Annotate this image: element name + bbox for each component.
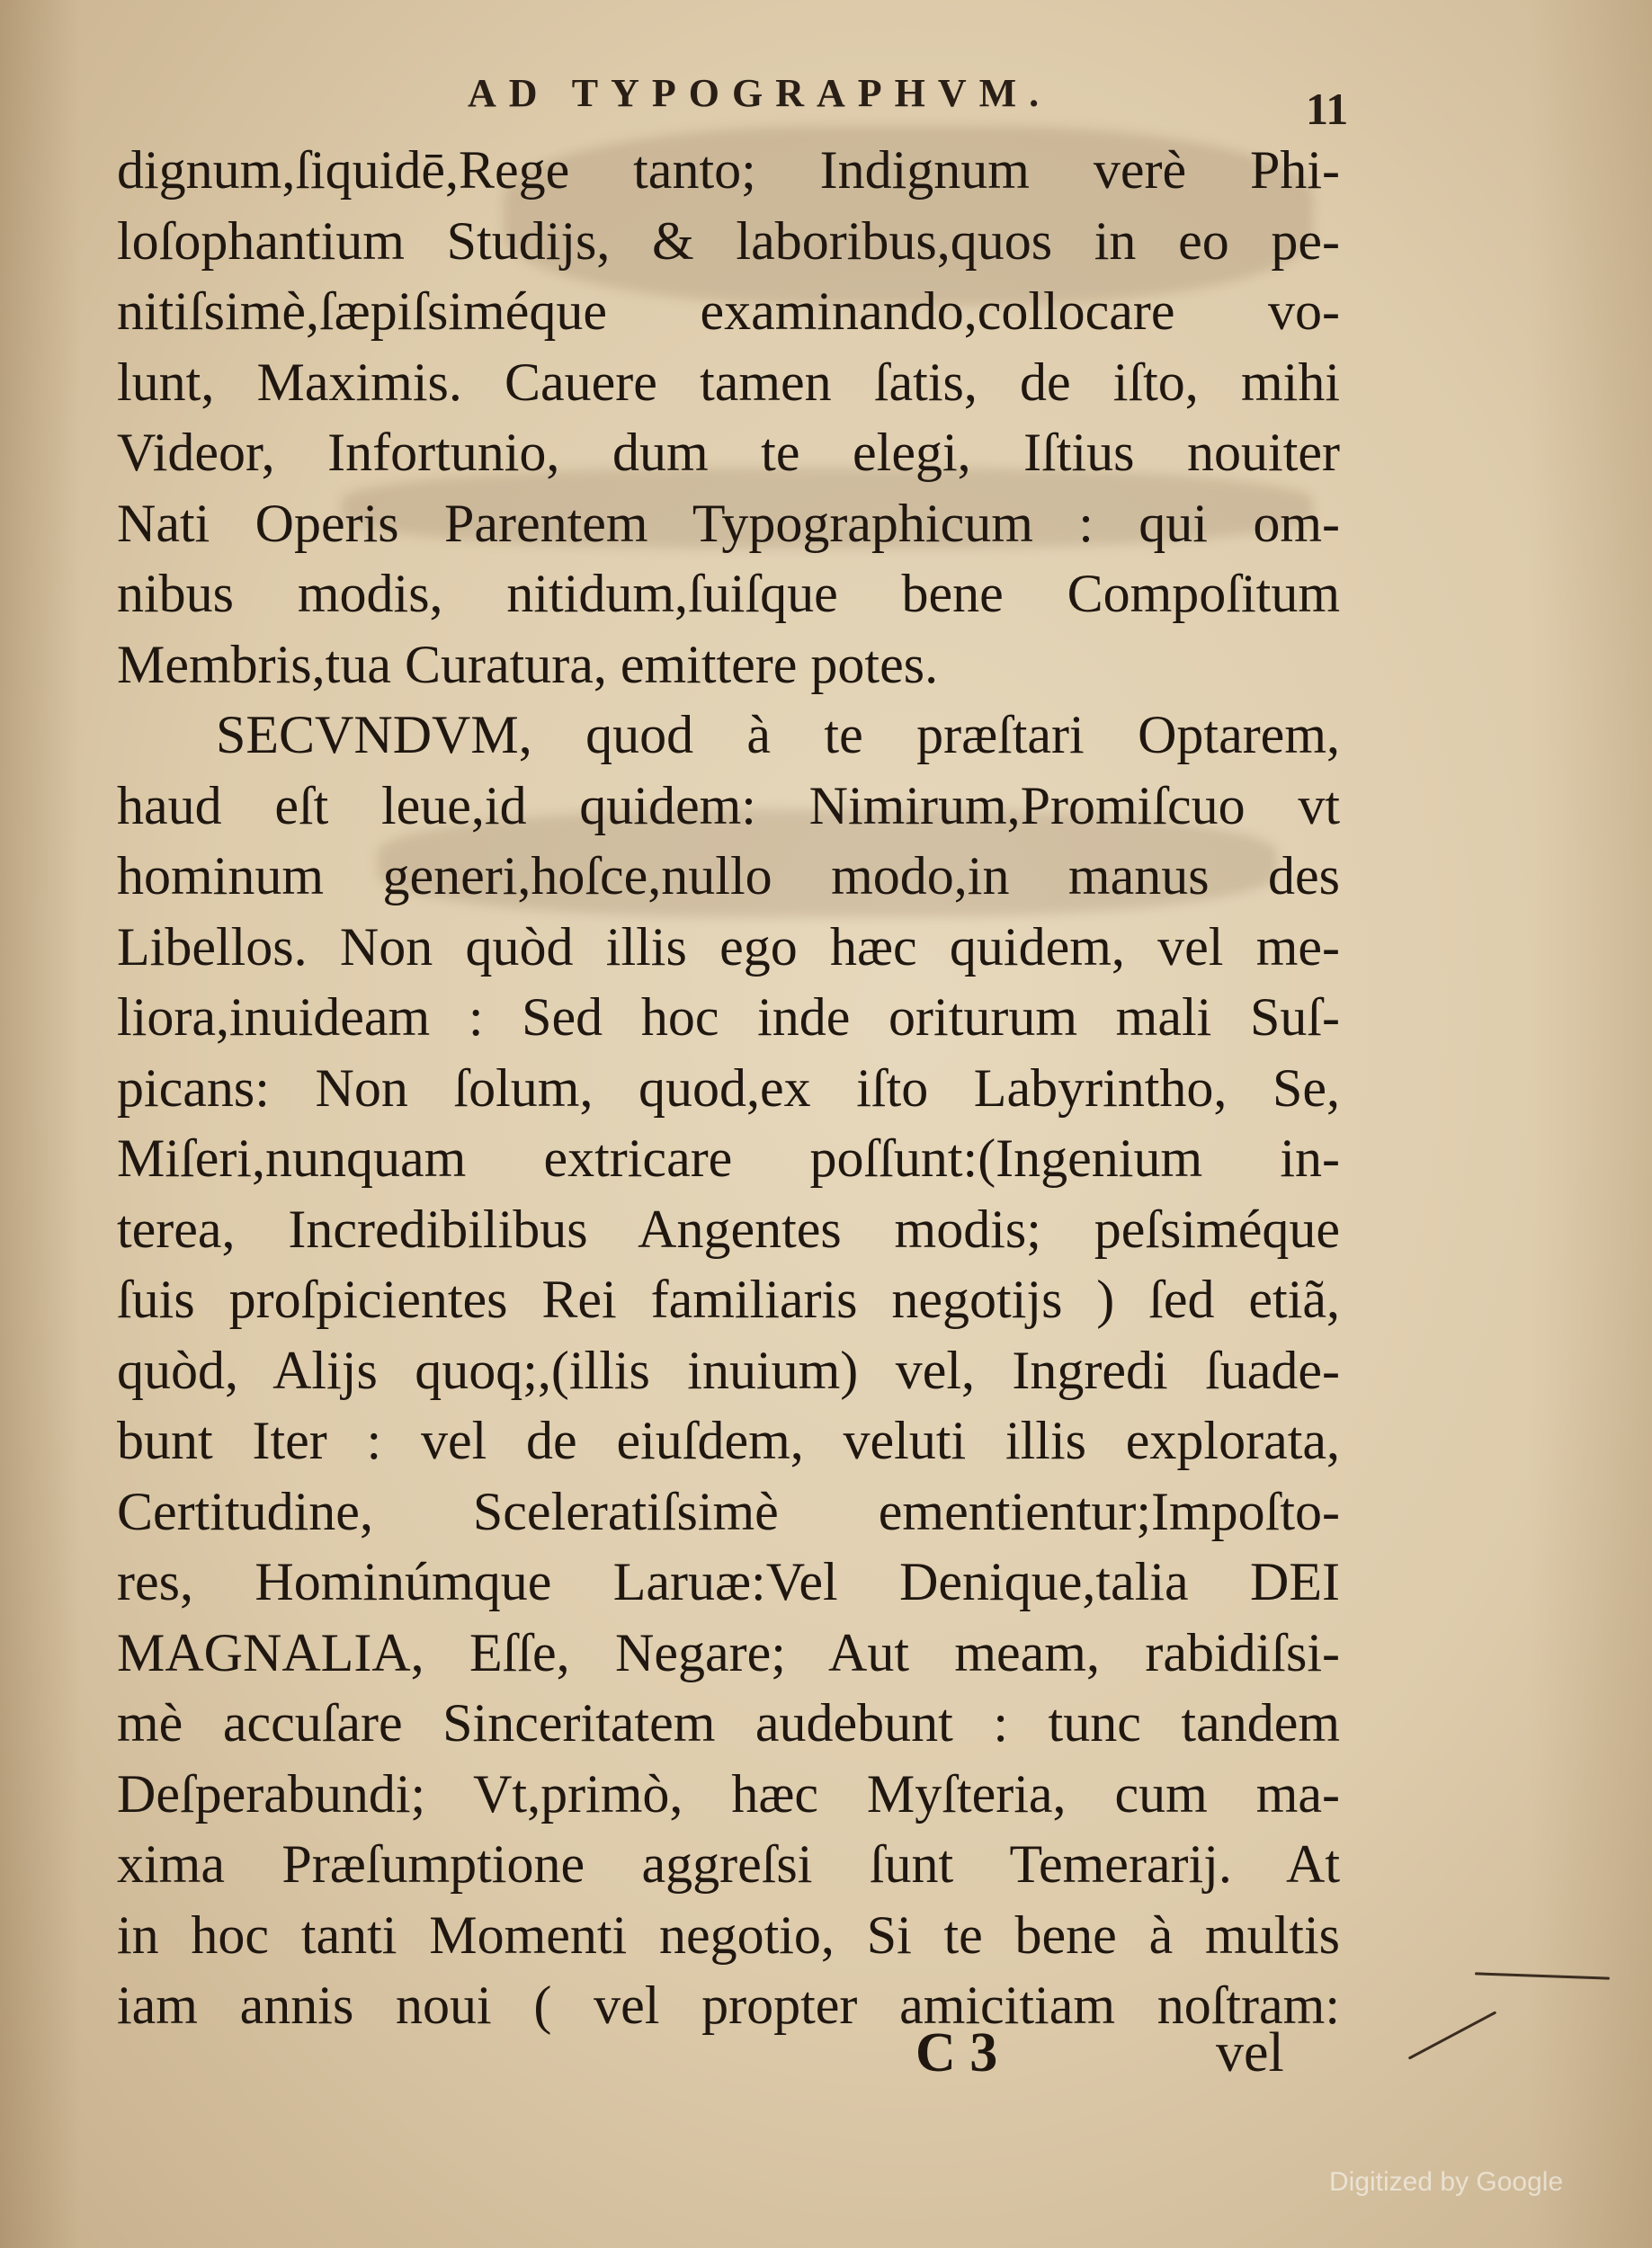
text-line: Membris,tua Curatura, emittere potes.	[117, 634, 939, 694]
text-line: liora,inuideam : Sed hoc inde oriturum mali Suſ-	[117, 987, 1340, 1047]
text-line: terea, Incredibilibus Angentes modis; peſsiméque	[117, 1199, 1340, 1259]
text-line: haud eſt leue,id quidem: Nimirum,Promiſcuo vt	[117, 775, 1340, 835]
text-line: Deſperabundi; Vt,primò, hæc Myſteria, cum ma-	[117, 1763, 1340, 1824]
paragraph-start-line: SECVNDVM, quod à te præſtari Optarem,	[216, 705, 1340, 764]
text-line: Miſeri,nunquam extricare poſſunt:(Ingenium in-	[117, 1128, 1340, 1188]
text-line: in hoc tanti Momenti negotio, Si te bene à multis	[117, 1905, 1340, 1965]
text-line: ſuis proſpicientes Rei familiaris negotijs ) ſed etiã,	[117, 1270, 1340, 1329]
running-head: AD TYPOGRAPHVM.	[468, 71, 1052, 115]
margin-pen-stroke	[1408, 2011, 1497, 2059]
text-line: res, Hominúmque Laruæ:Vel Denique,talia DEI	[117, 1552, 1340, 1611]
text-line: Certitudine, Sceleratiſsimè ementientur;Impoſto-	[117, 1481, 1340, 1541]
text-line: nitiſsimè,ſæpiſsiméque examinando,collocare vo-	[117, 281, 1340, 341]
text-line: bunt Iter : vel de eiuſdem, veluti illis explorata,	[117, 1411, 1340, 1470]
text-line: loſophantium Studijs, & laboribus,quos in eo pe-	[117, 210, 1340, 271]
text-line: picans: Non ſolum, quod,ex iſto Labyrintho, Se,	[117, 1057, 1340, 1118]
text-line: dignum,ſiquidē,Rege tanto; Indignum verè Phi-	[117, 140, 1340, 200]
text-line: Libellos. Non quòd illis ego hæc quidem, vel me-	[117, 916, 1340, 977]
text-line: mè accuſare Sinceritatem audebunt : tunc tandem	[117, 1693, 1340, 1753]
text-line: hominum generi,hoſce,nullo modo,in manus des	[117, 846, 1340, 905]
text-line: Nati Operis Parentem Typographicum : qui om-	[117, 493, 1340, 553]
digitization-watermark: Digitized by Google	[1329, 2167, 1564, 2197]
signature-mark: C 3	[915, 2022, 998, 2083]
text-line: lunt, Maximis. Cauere tamen ſatis, de iſto, mihi	[117, 352, 1340, 412]
text-line: Videor, Infortunio, dum te elegi, Iſtius nouiter	[117, 423, 1340, 482]
text-line: nibus modis, nitidum,ſuiſque bene Compoſitum	[117, 564, 1340, 623]
body-text	[117, 135, 1340, 2041]
text-line: iam annis noui ( vel propter amicitiam noſtram:	[117, 1976, 1340, 2035]
page-number: 11	[1306, 84, 1349, 134]
text-line: xima Præſumptione aggreſsi ſunt Temerarij. At	[117, 1834, 1340, 1894]
text-line: quòd, Alijs quoq;,(illis inuium) vel, Ingredi ſuade-	[117, 1340, 1340, 1400]
margin-pen-stroke	[1475, 1972, 1610, 1979]
text-line: MAGNALIA, Eſſe, Negare; Aut meam, rabidiſsi-	[117, 1622, 1340, 1682]
catchword: vel	[1216, 2022, 1284, 2083]
